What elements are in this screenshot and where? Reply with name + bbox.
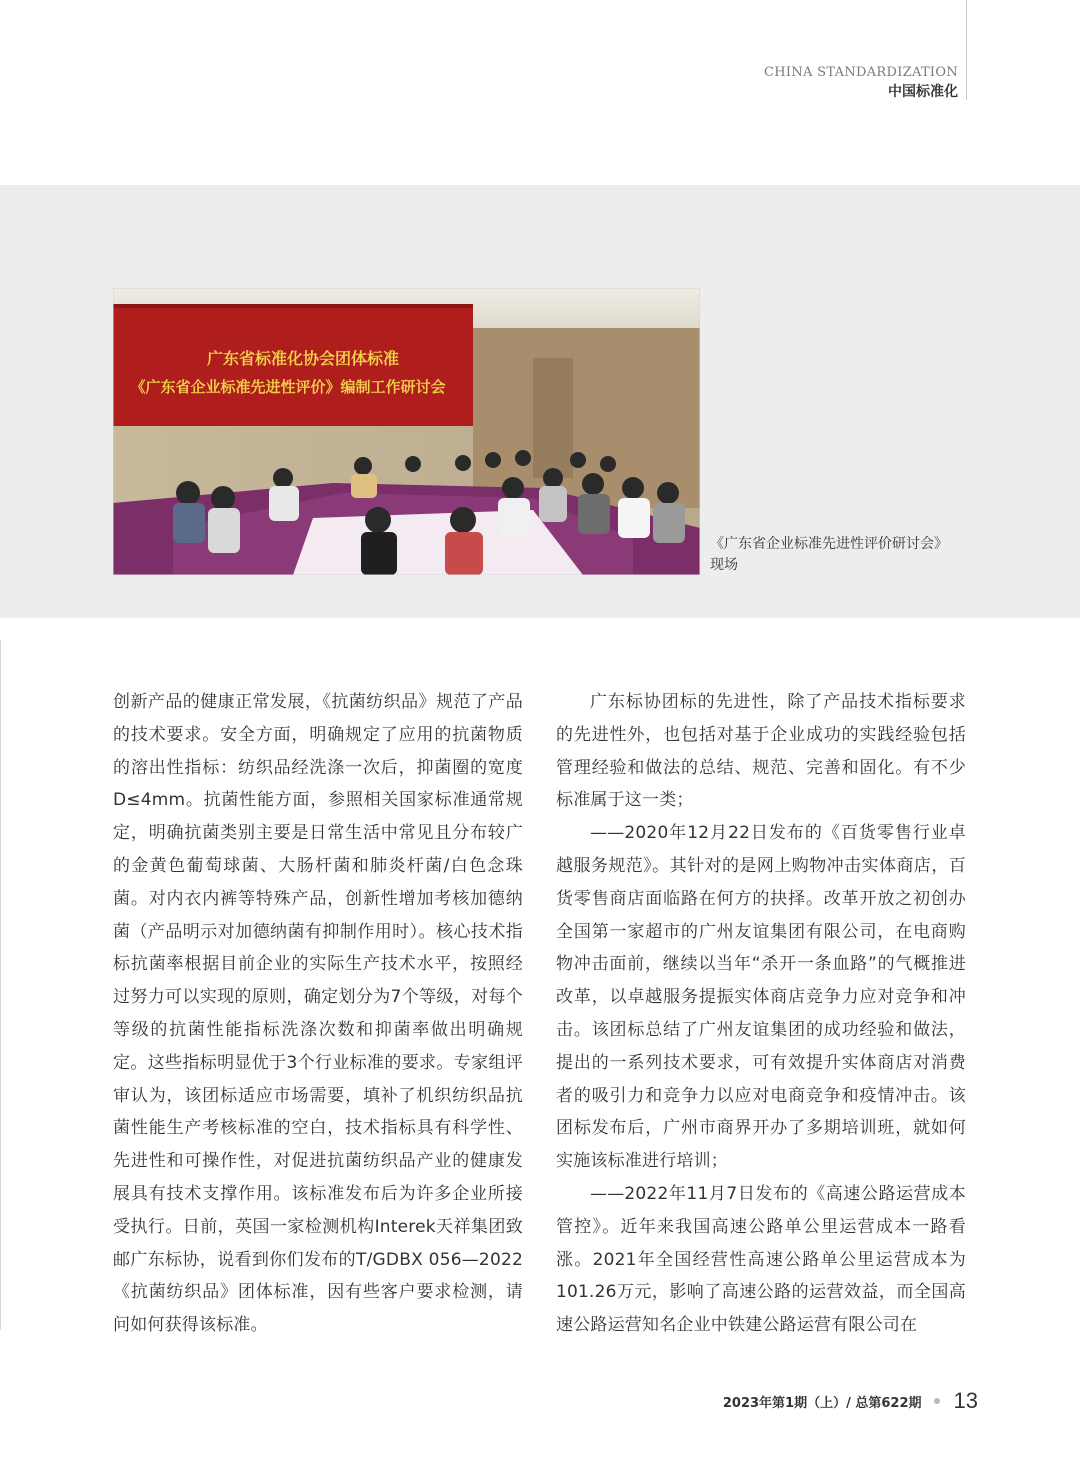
masthead-divider xyxy=(966,0,967,100)
paragraph: 广东标协团标的先进性，除了产品技术指标要求的先进性外，也包括对基于企业成功的实践经验包括管理经验和做法的总结、规范、完善和固化。有不少标准属于这一类； xyxy=(556,692,966,811)
paragraph: 创新产品的健康正常发展，《抗菌纺织品》规范了产品的技术要求。安全方面，明确规定了应用的抗菌物质的溶出性指标：纺织品经洗涤一次后，抑菌圈的宽度D≤4mm。抗菌性能方面，参照相关国家标准通常规定，明确抗菌类别主要是日常生活中常见且分布较广的金黄色葡萄球菌、大肠杆菌和肺炎杆菌/白色念珠菌。对内衣内裤等特殊产品，创新性增加考核加德纳菌（产品明示对加德纳菌有抑制作用时）。核心技术指标抗菌率根据目前企业的实际生产技术水平，按照经过努力可以实现的原则，确定划分为7个等级，对每个等级的抗菌性能指标洗涤次数和抑菌率做出明确规定。这些指标明显优于3个行业标准的要求。专家组评审认为，该团标适应市场需要，填补了机织纺织品抗菌性能生产考核标准的空白，技术指标具有科学性、先进性和可操作性，对促进抗菌纺织品产业的健康发展具有技术支撑作用。该标准发布后为许多企业所接受执行。日前，英国一家检测机构Interek天祥集团致邮广东标协，说看到你们发布的T/GDBX 056—2022《抗菌纺织品》团体标准，因有些客户要求检测，请问如何获得该标准。 xyxy=(113,692,523,1336)
magazine-name-cn: 中国标准化 xyxy=(888,84,958,100)
banner-line2: 《广东省企业标准先进性评价》编制工作研讨会 xyxy=(130,378,446,396)
photo-band xyxy=(0,185,1080,618)
photo-caption xyxy=(710,534,970,576)
page-edge-line xyxy=(0,640,1,1330)
meeting-photo xyxy=(113,288,700,575)
caption-line1: 《广东省企业标准先进性评价研讨会》 xyxy=(710,536,948,552)
caption-line2: 现场 xyxy=(710,557,738,573)
dot-separator-icon xyxy=(934,1398,940,1404)
paragraph: ——2022年11月7日发布的《高速公路运营成本管控》。近年来我国高速公路单公里运营成本一路看涨。2021年全国经营性高速公路单公里运营成本为101.26万元，影响了高速公路的运营效益，而全国高速公路运营知名企业中铁建公路运营有限公司在 xyxy=(556,1183,966,1336)
paragraph: ——2020年12月22日发布的《百货零售行业卓越服务规范》。其针对的是网上购物冲击实体商店，百货零售商店面临路在何方的抉择。改革开放之初创办全国第一家超市的广州友谊集团有限公司，在电商购物冲击面前，继续以当年“杀开一条血路”的气概推进改革，以卓越服务提振实体商店竞争力应对竞争和冲击。该团标总结了广州友谊集团的成功经验和做法，提出的一系列技术要求，可有效提升实体商店对消费者的吸引力和竞争力以应对电商竞争和疫情冲击。该团标发布后，广州市商界开办了多期培训班，就如何实施该标准进行培训； xyxy=(556,823,966,1172)
masthead xyxy=(764,64,958,102)
article-right-column xyxy=(556,686,966,1342)
issue-info: 2023年第1期（上）/ 总第622期 xyxy=(722,1395,922,1411)
article-left-column xyxy=(113,686,523,1342)
page-number: 13 xyxy=(953,1388,978,1413)
banner-line1: 广东省标准化协会团体标准 xyxy=(206,349,400,368)
magazine-name-en: CHINA STANDARDIZATION xyxy=(764,65,958,80)
page-footer xyxy=(723,1388,978,1414)
